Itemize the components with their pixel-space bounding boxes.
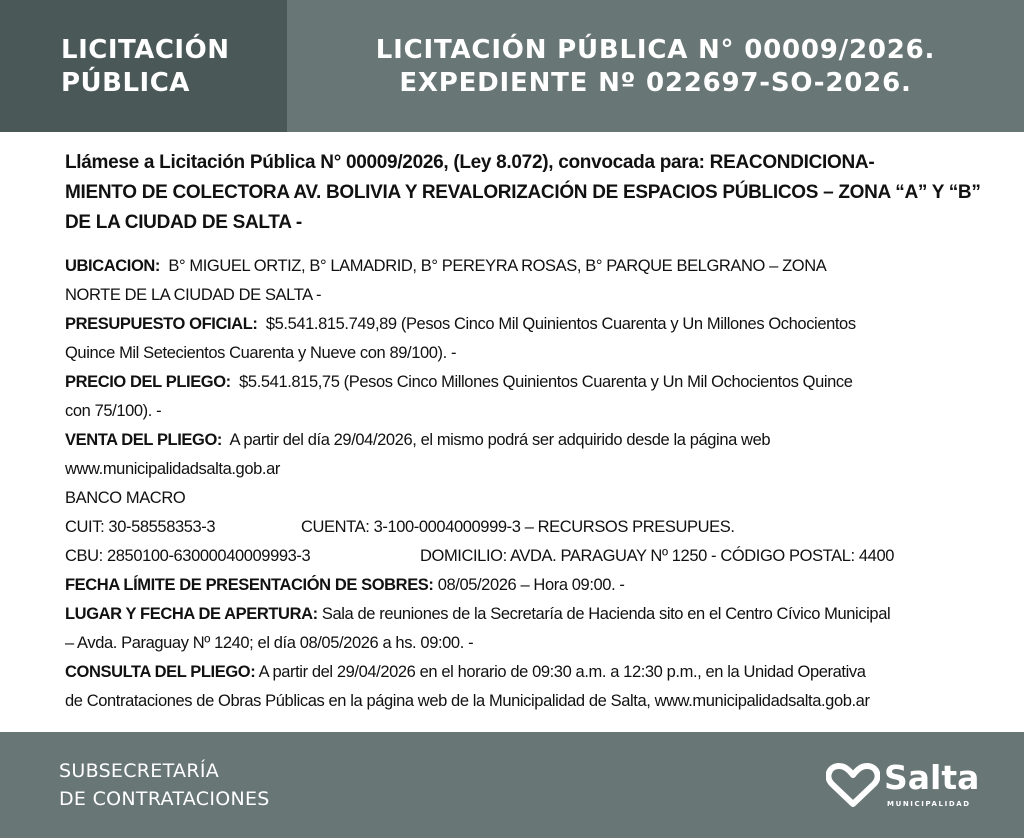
title-line1: Llámese a Licitación Pública N° 00009/2026, (Ley 8.072), convocada para: REACONDICIONA- bbox=[65, 152, 875, 173]
cuenta-value: CUENTA: 3-100-0004000999-3 – RECURSOS PRESUPUES. bbox=[301, 518, 735, 536]
footer-line1: SUBSECRETARÍA bbox=[59, 760, 220, 782]
fecha-row bbox=[65, 571, 625, 600]
consulta-text2: de Contrataciones de Obras Públicas en la página web de la Municipalidad de Salta, www.municipalidadsalta.gob.ar bbox=[65, 692, 870, 710]
cbu-value: CBU: 2850100-63000040009993-3 bbox=[65, 547, 311, 565]
ubicacion-text1: B° MIGUEL ORTIZ, B° LAMADRID, B° PEREYRA ROSAS, B° PARQUE BELGRANO – ZONA bbox=[168, 257, 827, 275]
precio-text2: con 75/100). - bbox=[65, 402, 162, 420]
precio-text1: $5.541.815,75 (Pesos Cinco Millones Quinientos Cuarenta y Un Mil Ochocientos Quince bbox=[239, 373, 853, 391]
precio-row bbox=[65, 368, 853, 397]
salta-logo bbox=[826, 758, 986, 812]
header-title-line2: EXPEDIENTE Nº 022697-SO-2026. bbox=[399, 68, 912, 98]
venta-url: www.municipalidadsalta.gob.ar bbox=[65, 460, 280, 478]
lugar-row bbox=[65, 600, 890, 629]
title-line3: DE LA CIUDAD DE SALTA - bbox=[65, 212, 302, 233]
venta-label: VENTA DEL PLIEGO: bbox=[65, 431, 222, 449]
domicilio-value: DOMICILIO: AVDA. PARAGUAY Nº 1250 - CÓDIGO POSTAL: 4400 bbox=[420, 547, 894, 565]
heart-outline-icon bbox=[826, 762, 880, 808]
header-title-line1: LICITACIÓN PÚBLICA N° 00009/2026. bbox=[375, 35, 936, 65]
footer-banner bbox=[0, 732, 1024, 838]
header-left-line2: PÚBLICA bbox=[61, 68, 190, 98]
consulta-text1: A partir del 29/04/2026 en el horario de 09:30 a.m. a 12:30 p.m., en la Unidad Operativa bbox=[258, 663, 866, 681]
presupuesto-text1: $5.541.815.749,89 (Pesos Cinco Mil Quinientos Cuarenta y Un Millones Ochocientos bbox=[265, 315, 856, 333]
lugar-text1: Sala de reuniones de la Secretaría de Hacienda sito en el Centro Cívico Municipal bbox=[321, 605, 891, 623]
cuit-value: CUIT: 30-58558353-3 bbox=[65, 518, 216, 536]
title-line2: MIENTO DE COLECTORA AV. BOLIVIA Y REVALORIZACIÓN DE ESPACIOS PÚBLICOS – ZONA “A” Y “B” bbox=[65, 182, 981, 203]
fecha-label: FECHA LÍMITE DE PRESENTACIÓN DE SOBRES: bbox=[65, 576, 434, 594]
lugar-label: LUGAR Y FECHA DE APERTURA: bbox=[65, 605, 318, 623]
logo-wordmark: Salta bbox=[884, 758, 980, 797]
consulta-label: CONSULTA DEL PLIEGO: bbox=[65, 663, 256, 681]
header-left-line1: LICITACIÓN bbox=[61, 35, 230, 65]
footer-line2: DE CONTRATACIONES bbox=[59, 788, 270, 810]
ubicacion-row bbox=[65, 252, 826, 281]
ubicacion-text2: NORTE DE LA CIUDAD DE SALTA - bbox=[65, 286, 322, 304]
fecha-text: 08/05/2026 – Hora 09:00. - bbox=[437, 576, 625, 594]
presupuesto-row bbox=[65, 310, 856, 339]
cuit-cuenta-row bbox=[65, 513, 995, 542]
venta-text1: A partir del día 29/04/2026, el mismo podrá ser adquirido desde la página web bbox=[229, 431, 771, 449]
consulta-row bbox=[65, 658, 865, 687]
presupuesto-label: PRESUPUESTO OFICIAL: bbox=[65, 315, 258, 333]
lugar-text2: – Avda. Paraguay Nº 1240; el día 08/05/2026 a hs. 09:00. - bbox=[65, 634, 474, 652]
header-banner bbox=[0, 0, 1024, 132]
venta-row bbox=[65, 426, 770, 455]
header-right-block bbox=[287, 0, 1024, 132]
ubicacion-label: UBICACION: bbox=[65, 257, 160, 275]
header-left-block bbox=[0, 0, 287, 132]
cbu-domicilio-row bbox=[65, 542, 995, 571]
presupuesto-text2: Quince Mil Setecientos Cuarenta y Nueve con 89/100). - bbox=[65, 344, 457, 362]
logo-subtitle: MUNICIPALIDAD bbox=[887, 800, 971, 808]
banco-name: BANCO MACRO bbox=[65, 489, 186, 507]
announcement-title bbox=[65, 148, 995, 238]
precio-label: PRECIO DEL PLIEGO: bbox=[65, 373, 231, 391]
